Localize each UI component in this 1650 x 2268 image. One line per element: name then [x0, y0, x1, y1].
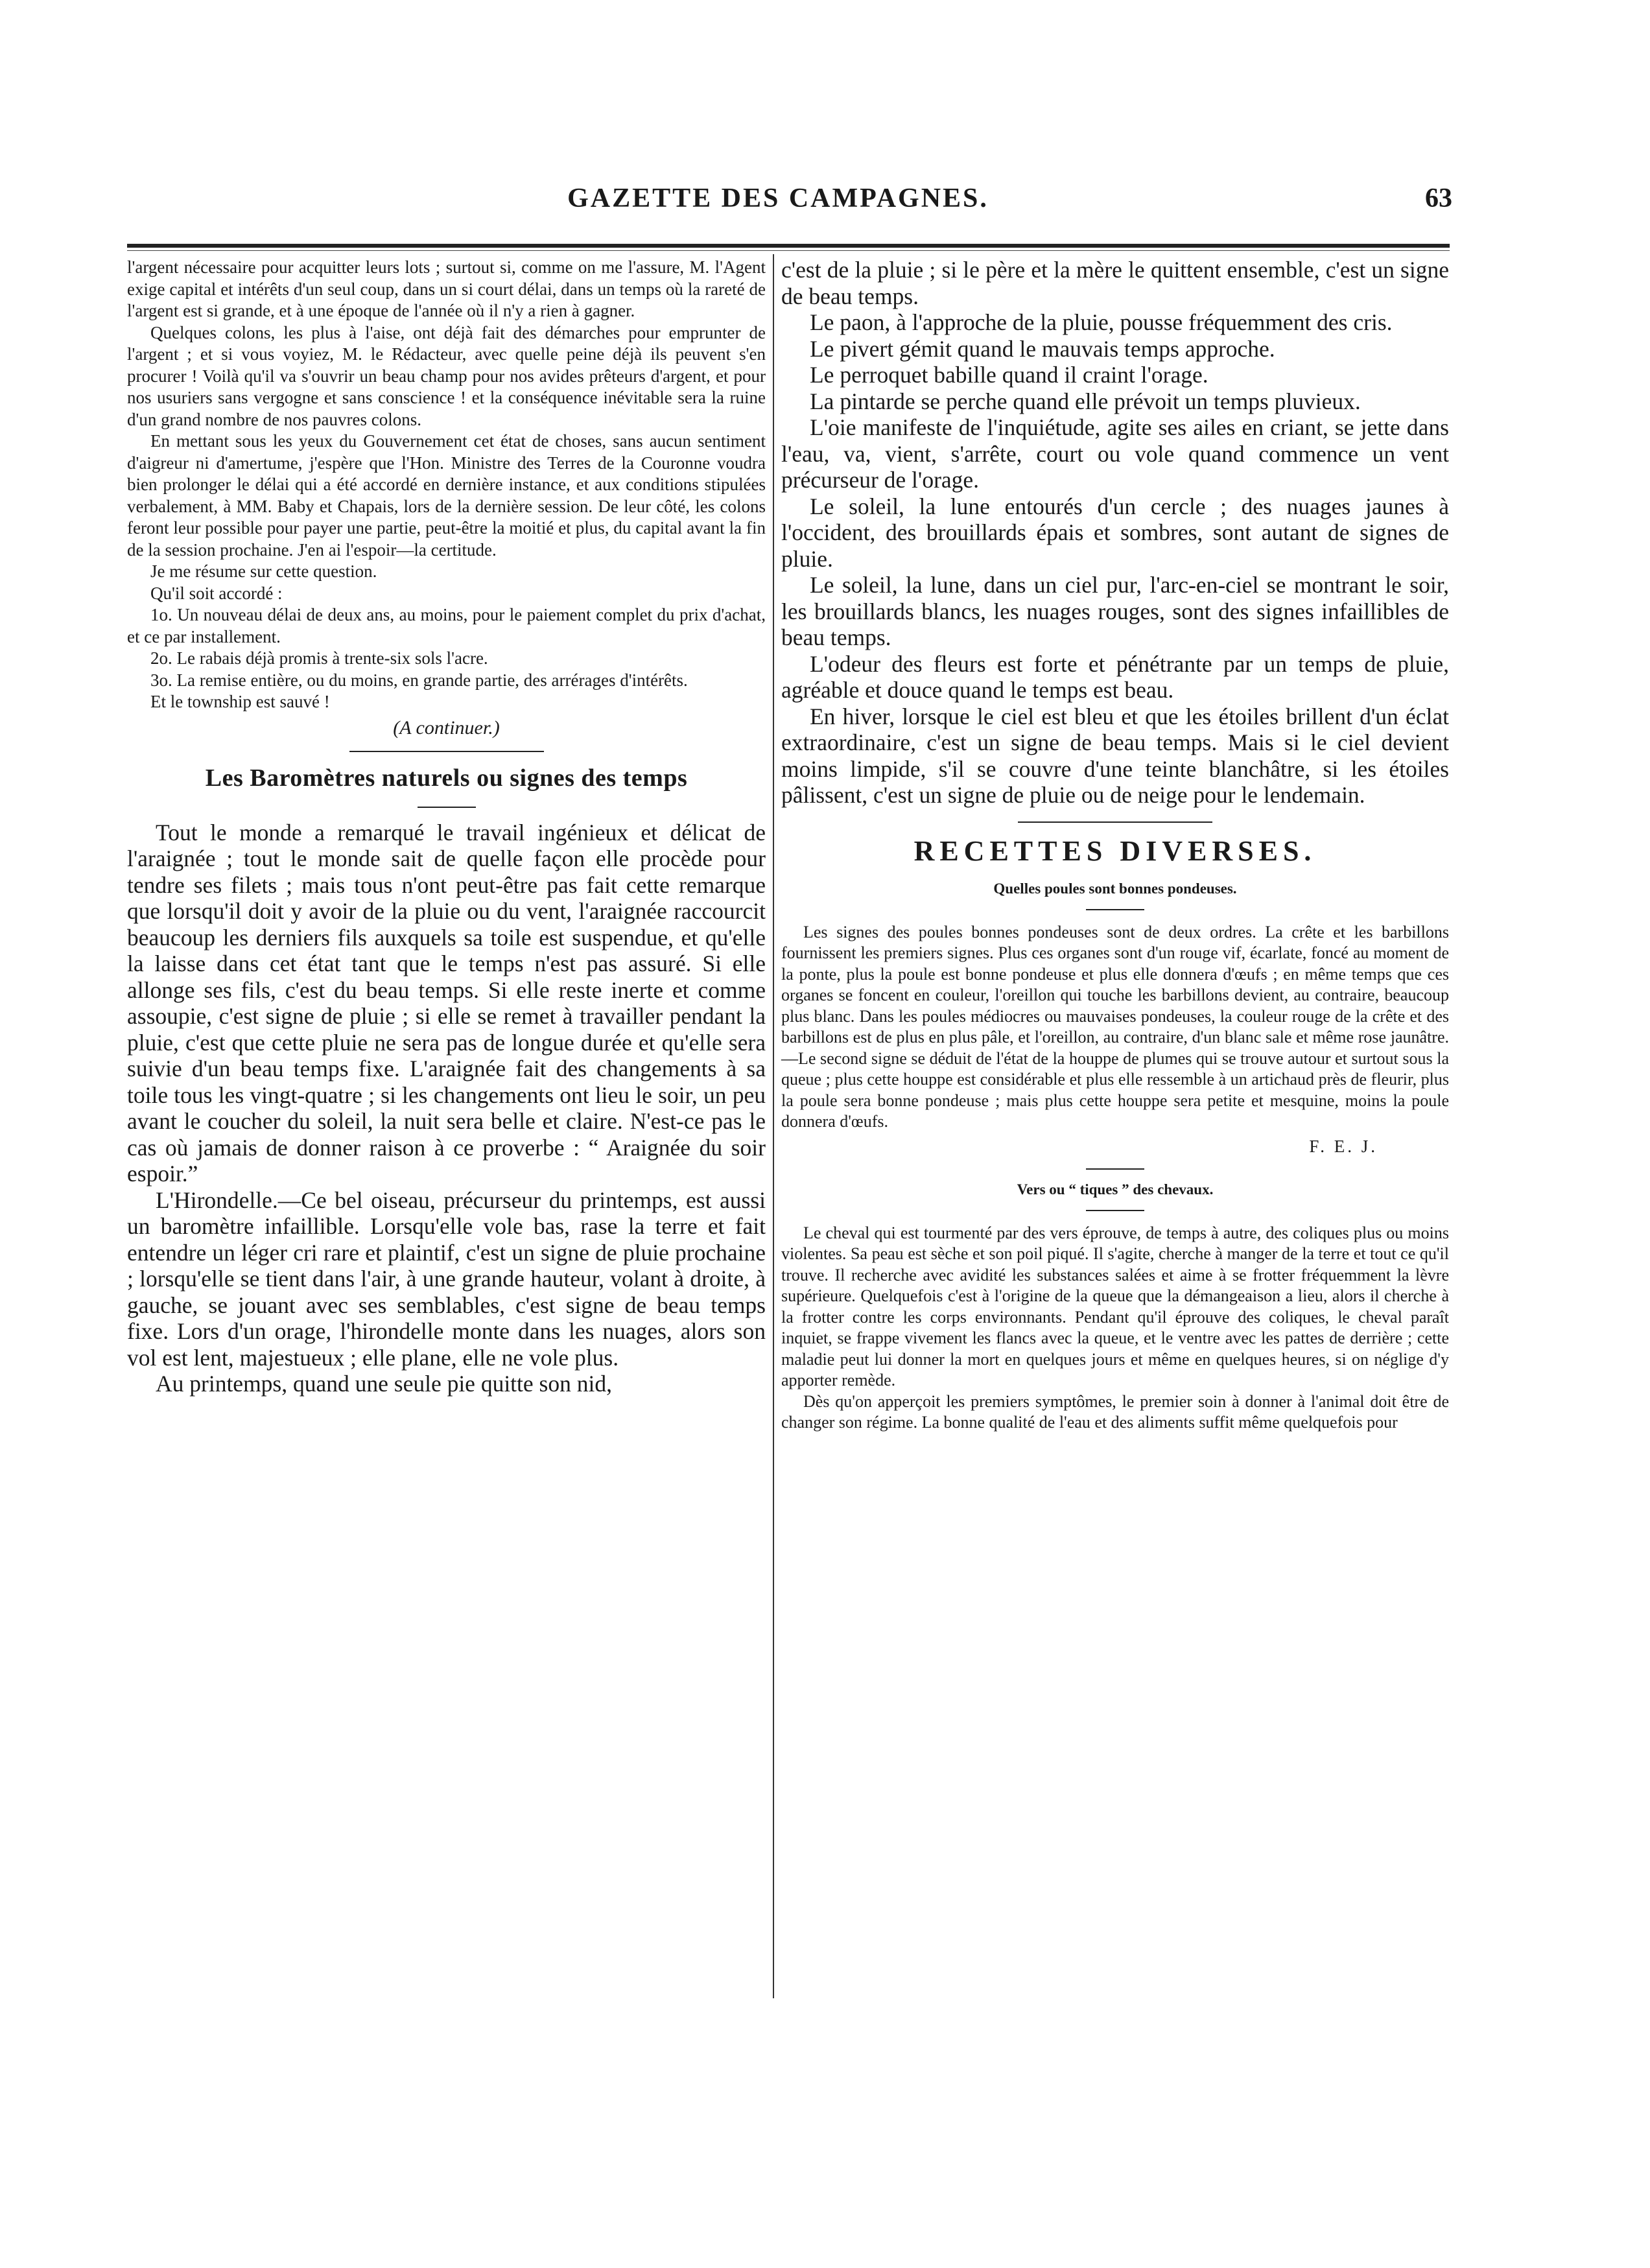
column-divider: [773, 254, 774, 1998]
paragraph: Je me résume sur cette question.: [150, 561, 377, 581]
paragraph: Le soleil, la lune entourés d'un cercle ; des nuages jaunes à l'occident, des brouillards épais et sombres, sont autant de signes de pluie.: [781, 493, 1449, 572]
paragraph: Le cheval qui est tourmenté par des vers éprouve, de temps à autre, des coliques plus ou moins violentes. Sa peau est sèche et son poil piqué. Il s'agite, cherche à manger de la terre et tout ce qu'il trouve. Il recherche avec avidité les substances salées et aime à se frotter fréquemment la lèvre supérieure. Quelquefois c'est à l'origine de la queue que la démangeaison a lieu, alors il cherche à la frotter contre les corps environnants. Pendant qu'il éprouve des coliques, le cheval paraît inquiet, se frappe vivement les flancs avec la queue, et le ventre avec les pattes de derrière ; cette maladie peut lui donner la mort en quelques jours et même en quelques heures, si on néglige d'y apporter remède.: [781, 1223, 1449, 1389]
signature: F. E. J.: [1309, 1136, 1378, 1156]
paragraph: Qu'il soit accordé :: [150, 583, 283, 603]
paragraph: c'est de la pluie ; si le père et la mère le quittent ensemble, c'est un signe de beau temps.: [781, 257, 1449, 309]
title-divider: [1086, 1210, 1144, 1211]
paragraph: l'argent nécessaire pour acquitter leurs lots ; surtout si, comme on me l'assure, M. l'Agent exige capital et intérêts d'un seul coup, dans un si court délai, dans un temps où la rareté de l'argent est si grande, et à une époque de l'année où il n'y a rien à gagner.: [127, 257, 766, 320]
barometre-article: [127, 820, 766, 1397]
paragraph: L'odeur des fleurs est forte et pénétrante par un temps de pluie, agréable et douce quand le temps est beau.: [781, 650, 1449, 703]
paragraph: L'Hirondelle.—Ce bel oiseau, précurseur du printemps, est aussi un baromètre infaillible. Lorsqu'elle vole bas, rase la terre et fait entendre un léger cri rare et plaintif, c'est un signe de pluie prochaine ; lorsqu'elle se tient dans l'air, à une grande hauteur, volant à droite, à gauche, se jouant avec ses semblables, c'est signe de beau temps fixe. Lors d'un orage, l'hirondelle monte dans les nuages, alors son vol est lent, majestueux ; elle plane, elle ne vole plus.: [127, 1187, 766, 1371]
header-rule: [127, 244, 1450, 248]
title-divider: [418, 807, 476, 808]
page-number: 63: [1425, 183, 1452, 213]
poules-title: Quelles poules sont bonnes pondeuses.: [993, 880, 1237, 897]
paragraph: Le paon, à l'approche de la pluie, pousse fréquemment des cris.: [810, 309, 1393, 335]
chevaux-title: Vers ou “ tiques ” des chevaux.: [1017, 1181, 1214, 1198]
continuation-note: (A continuer.): [393, 716, 500, 738]
paragraph: Et le township est sauvé !: [150, 692, 330, 711]
paragraph: En hiver, lorsque le ciel est bleu et que les étoiles brillent d'un éclat extraordinaire, c'est un signe de beau temps. Mais si le ciel devient moins limpide, s'il se couvre d'une teinte blanchâtre, si les étoiles pâlissent, c'est un signe de pluie ou de neige pour le lendemain.: [781, 703, 1449, 808]
running-title: GAZETTE DES CAMPAGNES.: [567, 183, 989, 213]
section-divider: [1086, 1168, 1144, 1170]
paragraph: Dès qu'on apperçoit les premiers symptômes, le premier soin à donner à l'animal doit être de changer son régime. La bonne qualité de l'eau et des aliments suffit même quelquefois pour: [781, 1391, 1449, 1432]
left-column: [127, 257, 766, 1397]
paragraph: Le soleil, la lune, dans un ciel pur, l'arc-en-ciel se montrant le soir, les brouillards blancs, les nuages rouges, sont des signes infaillibles de beau temps.: [781, 572, 1449, 650]
paragraph: Le pivert gémit quand le mauvais temps approche.: [810, 335, 1275, 362]
chevaux-article: [781, 1223, 1449, 1434]
paragraph: 1o. Un nouveau délai de deux ans, au moins, pour le paiement complet du prix d'achat, et ce par installement.: [127, 605, 766, 646]
barometre-article-continued: [781, 257, 1449, 809]
article-township-continued: [127, 257, 766, 713]
paragraph: Tout le monde a remarqué le travail ingénieux et délicat de l'araignée ; tout le monde sait de quelle façon elle procède pour tendre ses filets ; mais tous n'ont peut-être pas fait cette remarque que lorsqu'il doit y avoir de la pluie ou du vent, l'araignée raccourcit beaucoup les derniers fils auxquels sa toile est suspendue, et qu'elle la laisse dans cet état tant que le temps n'est pas assuré. Si elle allonge ses fils, c'est du beau temps. Si elle reste inerte et comme assoupie, c'est signe de pluie ; si elle se remet à travailler pendant la pluie, c'est que cette pluie ne sera pas de longue durée et qu'elle sera suivie d'un beau temps fixe. L'araignée fait des changements à sa toile tous les vingt-quatre ; si les changements ont lieu le soir, un peu avant le coucher du soleil, la nuit sera belle et claire. N'est-ce pas le cas où jamais de donner raison à ce proverbe : “ Araignée du soir espoir.”: [127, 819, 766, 1187]
poules-article: [781, 922, 1449, 1133]
ornament-divider: [349, 751, 544, 752]
title-divider: [1086, 909, 1144, 910]
paragraph: 3o. La remise entière, ou du moins, en grande partie, des arrérages d'intérêts.: [150, 670, 688, 690]
page-header: [0, 183, 1650, 222]
barometre-title: Les Baromètres naturels ou signes des temps: [205, 764, 688, 792]
paragraph: 2o. Le rabais déjà promis à trente-six sols l'acre.: [150, 648, 488, 668]
paragraph: Le perroquet babille quand il craint l'orage.: [810, 362, 1208, 388]
paragraph: Les signes des poules bonnes pondeuses sont de deux ordres. La crête et les barbillons fournissent les premiers signes. Plus ces organes sont d'un rouge vif, écarlate, foncé au moment de la ponte, plus la poule est bonne pondeuse et plus elle donnera d'œufs ; en même temps que ces organes se foncent en couleur, l'oreillon qui touche les barbillons devient, au contraire, beaucoup plus blanc. Dans les poules médiocres ou mauvaises pondeuses, la couleur rouge de la crête et des barbillons est de plus en plus pâle, et l'oreillon, au contraire, d'un blanc sale et même rose jaunâtre.—Le second signe se déduit de l'état de la houppe de plumes qui se trouve autour et surtout sous la queue ; plus cette houppe est considérable et plus elle ressemble à un artichaud près de fleurir, plus la poule sera bonne pondeuse ; mais plus cette houppe sera petite et mesquine, moins la poule donnera d'œufs.: [781, 922, 1449, 1131]
right-column: [781, 257, 1449, 1434]
ornament-divider: [1018, 821, 1212, 823]
paragraph: La pintarde se perche quand elle prévoit un temps pluvieux.: [810, 388, 1361, 414]
paragraph: Au printemps, quand une seule pie quitte son nid,: [156, 1371, 612, 1397]
paragraph: En mettant sous les yeux du Gouvernement cet état de choses, sans aucun sentiment d'aigreur ni d'amertume, j'espère que l'Hon. Ministre des Terres de la Couronne voudra bien prolonger le délai qui a été accordé en dernière instance, et aux conditions stipulées verbalement, à MM. Baby et Chapais, lors de la dernière session. De leur côté, les colons feront leur possible pour payer une partie, peut-être la moitié et plus, du capital avant la fin de la session prochaine. J'en ai l'espoir—la certitude.: [127, 431, 766, 560]
recettes-title: RECETTES DIVERSES.: [913, 834, 1317, 867]
paragraph: L'oie manifeste de l'inquiétude, agite ses ailes en criant, se jette dans l'eau, va, vient, s'arrête, court ou vole quand commence un vent précurseur de l'orage.: [781, 414, 1449, 493]
paragraph: Quelques colons, les plus à l'aise, ont déjà fait des démarches pour emprunter de l'argent ; et si vous voyiez, M. le Rédacteur, avec quelle peine déjà ils peuvent s'en procurer ! Voilà qu'il va s'ouvrir un beau champ pour nos avides prêteurs d'argent, et pour nos usuriers sans vergogne et sans conscience ! et la conséquence inévitable sera la ruine d'un grand nombre de nos pauvres colons.: [127, 322, 766, 429]
header-rule-thin: [127, 250, 1450, 251]
